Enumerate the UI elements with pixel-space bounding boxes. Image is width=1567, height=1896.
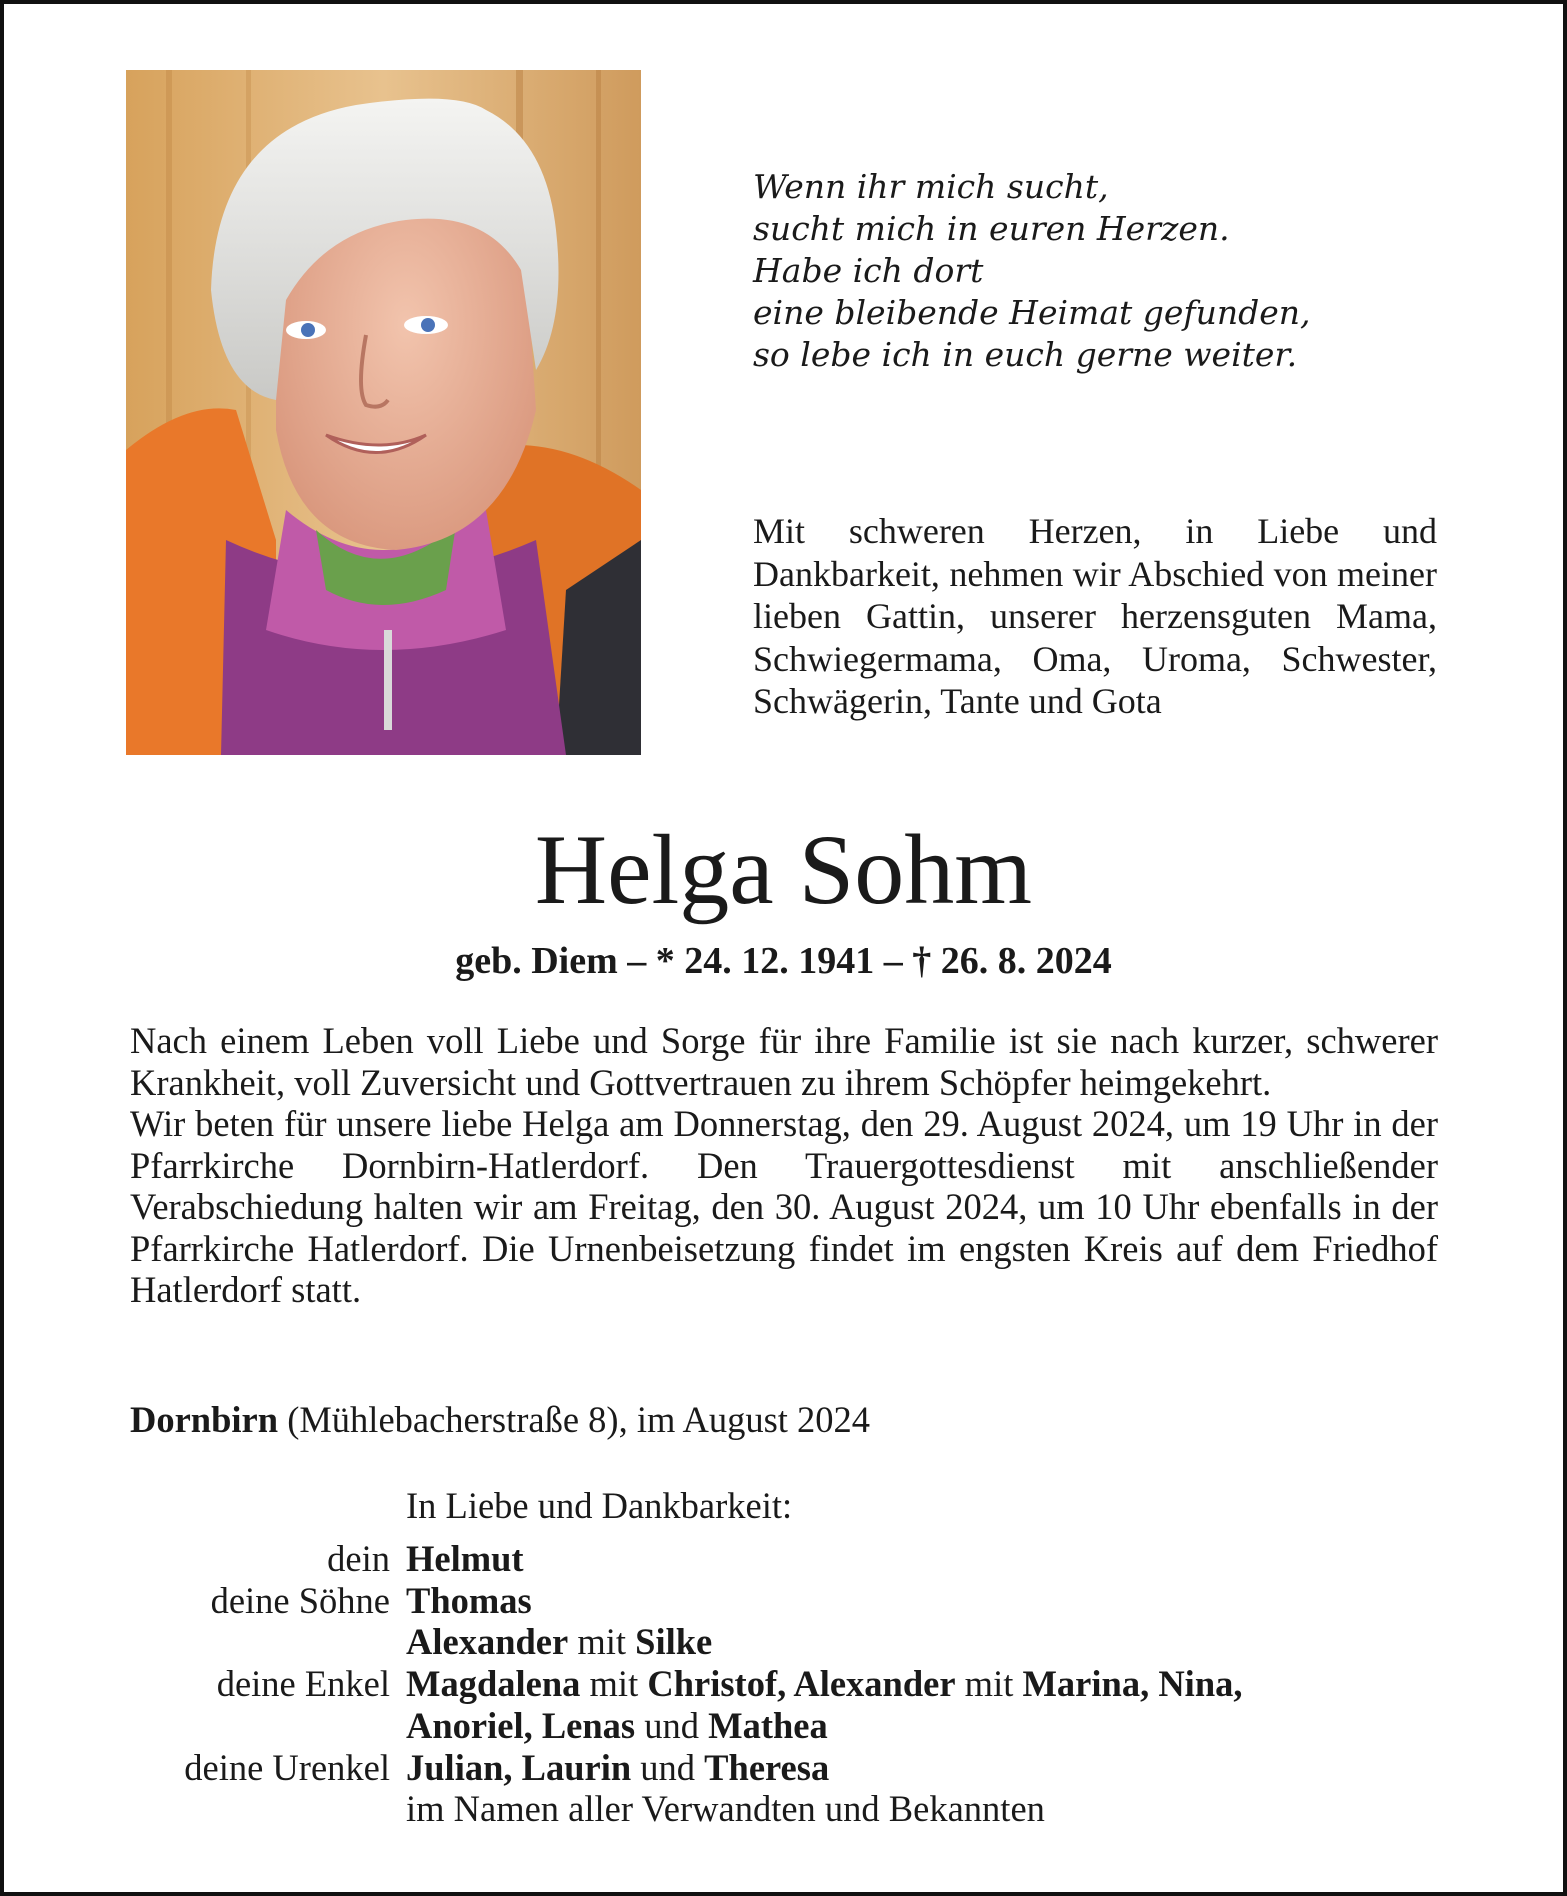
place-city: Dornbirn: [130, 1399, 279, 1440]
poem-line: so lebe ich in euch gerne weiter.: [753, 335, 1298, 374]
mourner-row: [80, 1788, 1460, 1830]
relation-label: deine Söhne: [210, 1579, 390, 1621]
poem: [753, 166, 1453, 376]
relation-label: deine Enkel: [216, 1663, 390, 1705]
body-paragraph: Wir beten für unsere liebe Helga am Donnerstag, den 29. August 2024, um 19 Uhr in der Pfarrkirche Dornbirn-Hatlerdorf. Den Trauergottesdienst mit anschließender Verabschiedung halten wir am Freitag, den 30. August 2024, um 10 Uhr ebenfalls in der Pfarrkirche Hatlerdorf. Die Urnenbeisetzung findet im engsten Kreis auf dem Friedhof Hatlerdorf statt.: [130, 1103, 1438, 1310]
mourner-name: Christof, Alexander: [647, 1663, 956, 1705]
connector: mit: [580, 1663, 648, 1705]
connector: und: [635, 1704, 709, 1746]
connector: und: [631, 1746, 705, 1788]
mourner-row: [80, 1663, 1460, 1705]
mourner-name: Silke: [635, 1621, 713, 1663]
mourner-name: Magdalena: [406, 1663, 581, 1705]
portrait-photo: [126, 70, 641, 755]
poem-line: Habe ich dort: [753, 251, 984, 290]
mourner-name: Alexander: [406, 1621, 569, 1663]
body-paragraph: Nach einem Leben voll Liebe und Sorge für ihre Familie ist sie nach kurzer, schwerer Krankheit, voll Zuversicht und Gottvertrauen zu ihrem Schöpfer heimgekehrt.: [130, 1020, 1438, 1103]
relation-label: deine Urenkel: [184, 1746, 390, 1788]
connector: mit: [955, 1663, 1023, 1705]
mourner-row: [80, 1538, 1460, 1580]
farewell-intro: Mit schweren Herzen, in Liebe und Dankbarkeit, nehmen wir Abschied von meiner lieben Gattin, unserer herzensguten Mama, Schwiegermama, Oma, Uroma, Schwester, Schwägerin, Tante und Gota: [753, 511, 1437, 721]
deceased-name: Helga Sohm: [534, 814, 1033, 925]
mourner-row: [80, 1705, 1460, 1747]
mourners-list: [80, 1538, 1460, 1830]
place-address-date: (Mühlebacherstraße 8), im August 2024: [278, 1399, 871, 1440]
mourner-name: Thomas: [406, 1579, 532, 1621]
mourner-name: Julian, Laurin: [406, 1746, 632, 1788]
mourner-row: [80, 1747, 1460, 1789]
mourner-name: Anoriel, Lenas: [406, 1704, 636, 1746]
mourner-row: [80, 1621, 1460, 1663]
poem-line: Wenn ihr mich sucht,: [753, 167, 1109, 206]
birth-death-dates: geb. Diem – * 24. 12. 1941 – † 26. 8. 2024: [455, 940, 1112, 982]
obituary-body: [130, 1020, 1438, 1311]
thanks-heading: In Liebe und Dankbarkeit:: [406, 1485, 793, 1526]
place-and-date: [130, 1398, 1330, 1442]
relation-label: dein: [327, 1538, 390, 1579]
connector: mit: [568, 1621, 636, 1663]
mourner-name: Helmut: [406, 1538, 524, 1579]
mourner-row: [80, 1580, 1460, 1622]
poem-line: eine bleibende Heimat gefunden,: [753, 293, 1311, 332]
poem-line: sucht mich in euren Herzen.: [753, 209, 1230, 248]
mourner-name: Theresa: [704, 1746, 830, 1788]
mourner-name: Mathea: [708, 1704, 828, 1746]
mourner-name: Marina, Nina,: [1022, 1663, 1243, 1705]
closing-line: im Namen aller Verwandten und Bekannten: [406, 1788, 1045, 1830]
